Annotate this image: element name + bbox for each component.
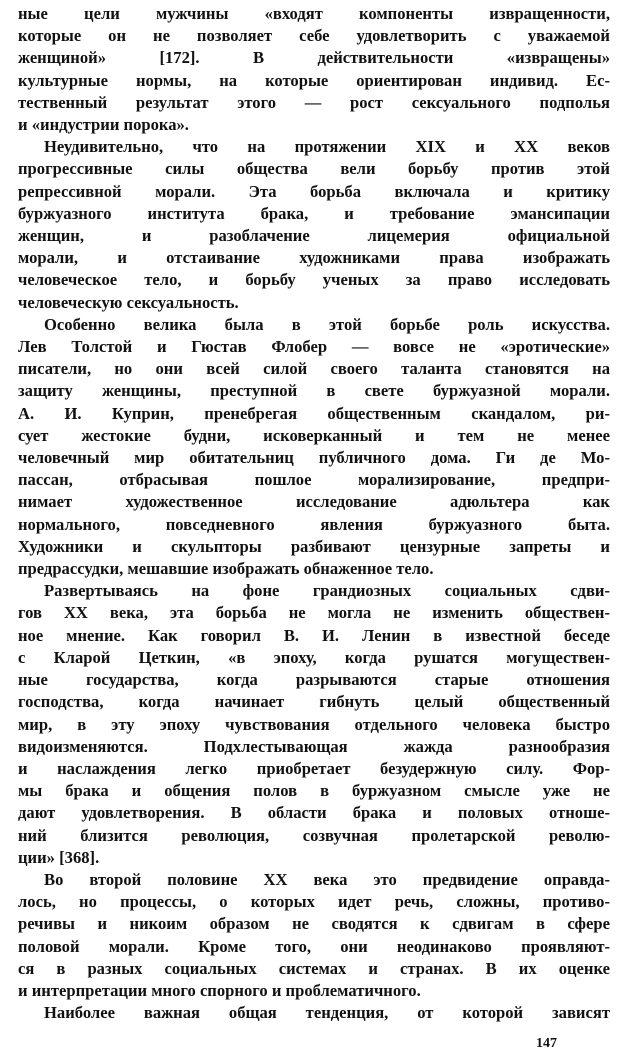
text-line: лось, но процессы, о которых идет речь, сложны, противо-	[18, 892, 610, 912]
text-line: которые он не позволяет себе удовлетворить с уважаемой	[18, 26, 610, 46]
text-line: мы брака и общения полов в буржуазном смысле уже не	[18, 781, 610, 801]
text-line: и «индустрии порока».	[18, 115, 189, 135]
paragraph	[18, 314, 610, 580]
paragraph	[18, 1002, 610, 1024]
text-line: пассан, отбрасывая пошлое морализирование, предпри-	[18, 470, 610, 490]
text-line: буржуазного института брака, и требование эмансипации	[18, 203, 610, 223]
text-line: предрассудки, мешавшие изображать обнаженное тело.	[18, 559, 434, 579]
text-line: и наслаждения легко приобретает безудержную силу. Фор-	[18, 758, 610, 778]
text-line: ции» [368].	[18, 847, 100, 867]
text-line: речивы и никоим образом не сводятся к сдвигам в сфере	[18, 914, 610, 934]
text-line: женщиной» [172]. В действительности «извращены»	[18, 48, 610, 68]
text-line: Развертываясь на фоне грандиозных социальных сдви-	[44, 581, 610, 601]
text-line: с Кларой Цеткин, «в эпоху, когда рушатся могуществен-	[18, 647, 610, 667]
text-line: ные цели мужчины «входят компоненты извращенности,	[18, 4, 610, 23]
text-line: Художники и скульпторы разбивают цензурные запреты и	[18, 536, 610, 556]
text-line: человеческую сексуальность.	[18, 292, 239, 312]
text-line: ний близится революция, созвучная пролетарской револю-	[18, 825, 610, 845]
text-line: нормального, повседневного явления буржуазного быта.	[18, 514, 610, 534]
text-line: господства, когда начинает гибнуть целый общественный	[18, 692, 610, 712]
text-line: гов XX века, эта борьба не могла не изменить обществен-	[18, 603, 610, 623]
paragraph	[18, 869, 610, 1002]
text-line: половой морали. Кроме того, они неодинаково проявляют-	[18, 936, 610, 956]
text-line: Неудивительно, что на протяжении XIX и XX веков	[44, 137, 610, 157]
text-line: ные государства, когда разрываются старые отношения	[18, 670, 610, 690]
text-line: ное мнение. Как говорил В. И. Ленин в известной беседе	[18, 625, 610, 645]
text-line: ся в разных социальных системах и странах. В их оценке	[18, 958, 610, 978]
text-line: мир, в эту эпоху чувствования отдельного человека быстро	[18, 714, 610, 734]
text-line: А. И. Куприн, пренебрегая общественным скандалом, ри-	[18, 403, 610, 423]
paragraph	[18, 3, 610, 136]
text-line: репрессивной морали. Эта борьба включала и критику	[18, 181, 610, 201]
text-line: Во второй половине XX века это предвидение оправда-	[44, 869, 610, 889]
text-line: писатели, но они всей силой своего таланта становятся на	[18, 359, 610, 379]
text-line: защиту женщины, преступной в свете буржуазной морали.	[18, 381, 610, 401]
text-line: видоизменяются. Подхлестывающая жажда разнообразия	[18, 736, 610, 756]
text-line: культурные нормы, на которые ориентирован индивид. Ес-	[18, 70, 610, 90]
text-line: Лев Толстой и Гюстав Флобер — вовсе не «эротические»	[18, 337, 610, 357]
text-line: человечный мир обитательниц публичного дома. Ги де Мо-	[18, 448, 610, 468]
paragraph	[18, 136, 610, 314]
text-line: дают удовлетворения. В области брака и половых отноше-	[18, 803, 610, 823]
text-line: морали, и отстаивание художниками права изображать	[18, 248, 610, 268]
page-body-text	[18, 3, 610, 1024]
text-line: сует жестокие будни, исковерканный и тем не менее	[18, 425, 610, 445]
text-line: человеческое тело, и борьбу ученых за право исследовать	[18, 270, 610, 290]
text-line: тественный результат этого — рост сексуального подполья	[18, 92, 610, 112]
text-line: прогрессивные силы общества вели борьбу против этой	[18, 159, 610, 179]
text-line: женщин, и разоблачение лицемерия официальной	[18, 226, 610, 246]
paragraph	[18, 580, 610, 869]
text-line: Особенно велика была в этой борьбе роль искусства.	[44, 314, 610, 334]
text-line: и интерпретации много спорного и проблематичного.	[18, 980, 421, 1000]
page-number: 147	[536, 1036, 557, 1051]
text-line: Наиболее важная общая тенденция, от которой зависят	[44, 1003, 610, 1023]
text-line: нимает художественное исследование адюльтера как	[18, 492, 610, 512]
